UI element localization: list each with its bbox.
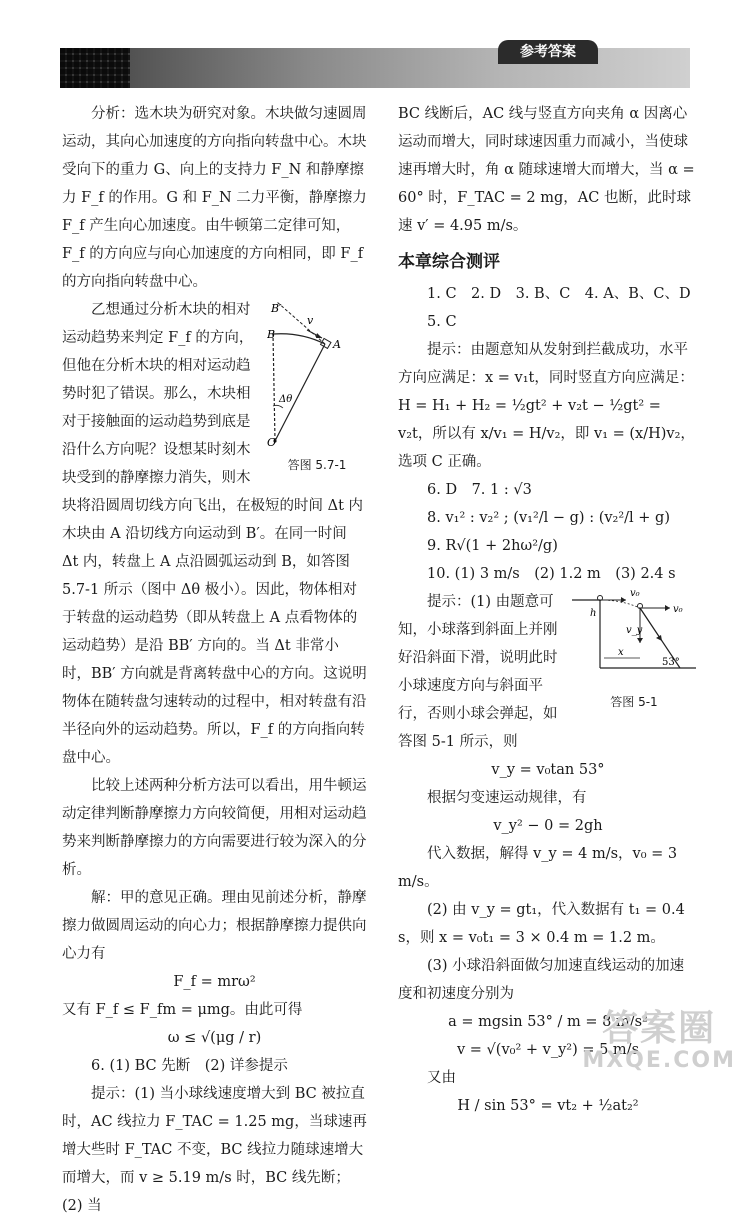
label-h: h xyxy=(590,608,597,619)
watermark xyxy=(582,1009,736,1073)
comparison-paragraph: 比较上述两种分析方法可以看出，用牛顿运动定律判断静摩擦力方向较简便，用相对运动趋势来判断静摩擦力的方向需要进行较为深入的分析。 xyxy=(62,778,367,878)
right-column xyxy=(398,100,698,1120)
label-x: x xyxy=(618,647,624,658)
relative-motion-paragraph: 乙想通过分析木块的相对运动趋势来判定 F_f 的方向，但他在分析木块的相对运动趋势时犯了错误。那么，木块相对于接触面的运动趋势到底是沿什么方向呢？设想某时刻木块受到的静摩擦力消失，则木块将沿圆周切线方向飞出，在极短的时间 Δt 内木块由 A 沿切线方向运动到 B′。在同一时间 Δt 内，转盘上 A 点沿圆弧运动到 B，如答图 5.7-1 所示（图中 Δθ 极小）。因此，物体相对于转盘的运动趋势（即从转盘上 A 点看物体的运动趋势）是沿 BB′ 方向的。当 Δt 非常小时，BB′ 方向就是背离转盘中心的方向。这说明物体在随转盘匀速转动的过程中，相对转盘有沿半径向外的运动趋势。所以，F_f 的方向指向转盘中心。 xyxy=(62,302,367,766)
label-vy: v_y xyxy=(626,625,643,636)
also-paragraph: 又由 xyxy=(427,1070,456,1086)
answer-9: 9. R√(1 + 2hω²/g) xyxy=(427,538,558,554)
section-heading: 本章综合测评 xyxy=(398,252,500,272)
answer-5: 5. C xyxy=(427,314,457,330)
answer-8: 8. v₁² : v₂² ; (v₁²/l − g) : (v₂²/l + g) xyxy=(427,510,670,526)
answer-6: 6. (1) BC 先断 (2) 详参提示 xyxy=(91,1058,288,1074)
label-v0-top: v₀ xyxy=(630,588,640,599)
label-v: v xyxy=(307,314,314,327)
solution-paragraph: 解：甲的意见正确。理由见前述分析，静摩擦力做圆周运动的向心力；根据静摩擦力提供向心力有 xyxy=(62,890,367,962)
label-v0-right: v₀ xyxy=(673,604,683,615)
turntable-diagram xyxy=(267,296,367,446)
equation-acceleration: a = mgsin 53° / m = 8 m/s² xyxy=(448,1014,648,1030)
label-angle: 53° xyxy=(662,657,680,668)
hint-10: 提示：(1) 由题意可知，小球落到斜面上并刚好沿斜面下滑，说明此时小球速度方向与斜面平行，否则小球会弹起，如答图 5-1 所示，则 xyxy=(398,594,558,750)
equation-friction: F_f = mrω² xyxy=(173,974,256,990)
answer-badge: 参考答案 xyxy=(498,40,598,64)
label-o: O xyxy=(267,436,277,446)
incline-diagram xyxy=(570,588,698,683)
figure-5-7-1 xyxy=(267,296,367,474)
part-2-paragraph: (2) 由 v_y = gt₁，代入数据有 t₁ = 0.4 s，则 x = v₀t₁ = 3 × 0.4 m = 1.2 m。 xyxy=(398,902,685,946)
figure-caption: 答图 5-1 xyxy=(610,695,658,709)
figure-5-1 xyxy=(570,588,698,711)
analysis-paragraph: 分析：选木块为研究对象。木块做匀速圆周运动，其向心加速度的方向指向转盘中心。木块受向下的重力 G、向上的支持力 F_N 和静摩擦力 F_f 的作用。G 和 F_N 二力平衡，静摩擦力 F_f 产生向心加速度。由牛顿第二定律可知，F_f 的方向应与向心加速度的方向相同，即 F_f 的方向指向转盘中心。 xyxy=(62,106,367,290)
answers-6-7: 6. D 7. 1 : √3 xyxy=(427,482,532,498)
header-grid-decoration xyxy=(60,48,130,88)
continuation-paragraph: BC 线断后，AC 线与竖直方向夹角 α 因离心运动而增大，同时球速因重力而减小，当使球速再增大时，角 α 随球速增大而增大，当 α = 60° 时，F_TAC = 2 mg，AC 也断，此时球速 v′ = 4.95 m/s。 xyxy=(398,106,695,234)
solve-paragraph: 代入数据，解得 v_y = 4 m/s，v₀ = 3 m/s。 xyxy=(398,846,678,890)
label-a: A xyxy=(333,338,341,351)
equation-vy-squared: v_y² − 0 = 2gh xyxy=(493,818,603,834)
label-b-prime: B′ xyxy=(271,302,282,315)
equation-vy: v_y = v₀tan 53° xyxy=(491,762,605,778)
watermark-url: MXQE.COM xyxy=(582,1048,736,1073)
equation-velocity: v = √(v₀² + v_y²) = 5 m/s xyxy=(456,1042,640,1058)
rule-paragraph: 根据匀变速运动规律，有 xyxy=(427,790,587,806)
inequality-paragraph: 又有 F_f ≤ F_fm = μmg。由此可得 xyxy=(62,1002,303,1018)
hint-5: 提示：由题意知从发射到拦截成功，水平方向应满足：x = v₁t，同时竖直方向应满足：H = H₁ + H₂ = ½gt² + v₂t − ½gt² = v₂t，所以有 x/v₁ = H/v₂，即 v₁ = (x/H)v₂，选项 C 正确。 xyxy=(398,342,695,470)
watermark-logo-text: 答案圈 xyxy=(602,1008,717,1049)
equation-displacement: H / sin 53° = vt₂ + ½at₂² xyxy=(457,1098,639,1114)
left-column xyxy=(62,100,367,1220)
figure-caption: 答图 5.7-1 xyxy=(287,458,347,472)
equation-omega: ω ≤ √(μg / r) xyxy=(167,1030,262,1046)
hint-6: 提示：(1) 当小球线速度增大到 BC 被拉直时，AC 线拉力 F_TAC = 1.25 mg，当球速再增大些时 F_TAC 不变，BC 线拉力随球速增大而增大，而 v ≥ 5.19 m/s 时，BC 线先断；(2) 当 xyxy=(62,1086,367,1214)
answer-10: 10. (1) 3 m/s (2) 1.2 m (3) 2.4 s xyxy=(427,566,676,582)
label-b: B xyxy=(267,328,276,341)
answers-1-4: 1. C 2. D 3. B、C 4. A、B、C、D xyxy=(427,286,691,302)
label-theta: Δθ xyxy=(279,394,293,405)
part-3-paragraph: (3) 小球沿斜面做匀加速直线运动的加速度和初速度分别为 xyxy=(398,958,685,1002)
